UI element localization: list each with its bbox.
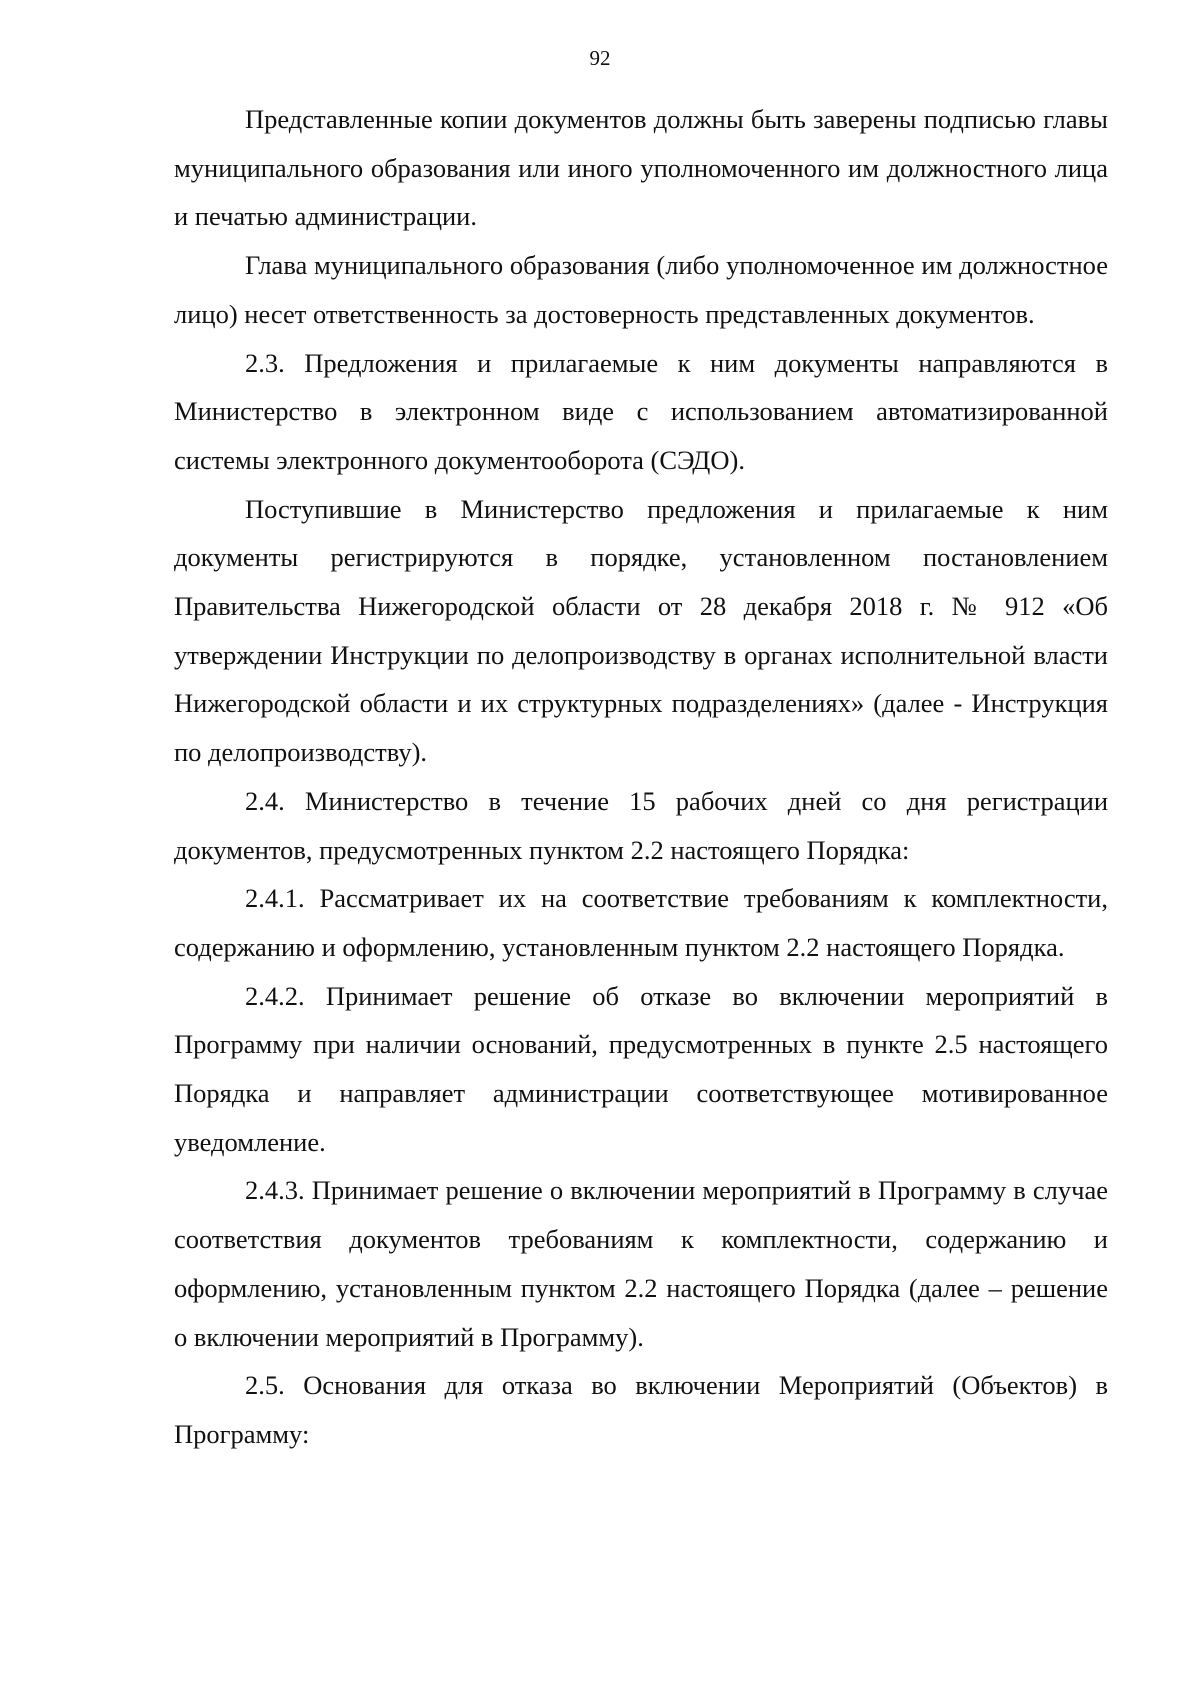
page-number: 92 bbox=[589, 46, 611, 70]
paragraph-2-4-3: 2.4.3. Принимает решение о включении мероприятий в Программу в случае соответствия документов требованиям к комплектности, содержанию и оформлению, установленным пунктом 2.2 настоящего Порядка (далее – решение о включении мероприятий в Программу). bbox=[174, 1175, 1108, 1352]
document-body bbox=[174, 95, 1108, 1459]
paragraph-2-5-refusal-grounds: 2.5. Основания для отказа во включении Мероприятий (Объектов) в Программу: bbox=[174, 1370, 1108, 1449]
paragraph-head-responsibility: Глава муниципального образования (либо уполномоченное им должностное лицо) несет ответственность за достоверность представленных документов. bbox=[174, 250, 1108, 329]
paragraph-2-4-ministry-review: 2.4. Министерство в течение 15 рабочих дней со дня регистрации документов, предусмотренных пунктом 2.2 настоящего Порядка: bbox=[174, 785, 1108, 865]
paragraph-registration: Поступившие в Министерство предложения и прилагаемые к ним документы регистрируются в порядке, установленном постановлением Правительства Нижегородской области от 28 декабря 2018 г. № 912 «Об утверждении Инструкции по делопроизводству в органах исполнительной власти Нижегородской области и их структурных подразделениях» (далее - Инструкция по делопроизводству). bbox=[174, 493, 1108, 768]
paragraph-2-4-2: 2.4.2. Принимает решение об отказе во включении мероприятий в Программу при наличии оснований, предусмотренных в пункте 2.5 настоящего Порядка и направляет администрации соответствующее мотивированное уведомление. bbox=[174, 980, 1108, 1157]
paragraph-2-4-1: 2.4.1. Рассматривает их на соответствие требованиям к комплектности, содержанию и оформлению, установленным пунктом 2.2 настоящего Порядка. bbox=[174, 883, 1108, 962]
paragraph-2-3-submission: 2.3. Предложения и прилагаемые к ним документы направляются в Министерство в электронном виде с использованием автоматизированной системы электронного документооборота (СЭДО). bbox=[174, 347, 1108, 475]
paragraph-copies-certification: Представленные копии документов должны быть заверены подписью главы муниципального образования или иного уполномоченного им должностного лица и печатью администрации. bbox=[174, 104, 1108, 232]
